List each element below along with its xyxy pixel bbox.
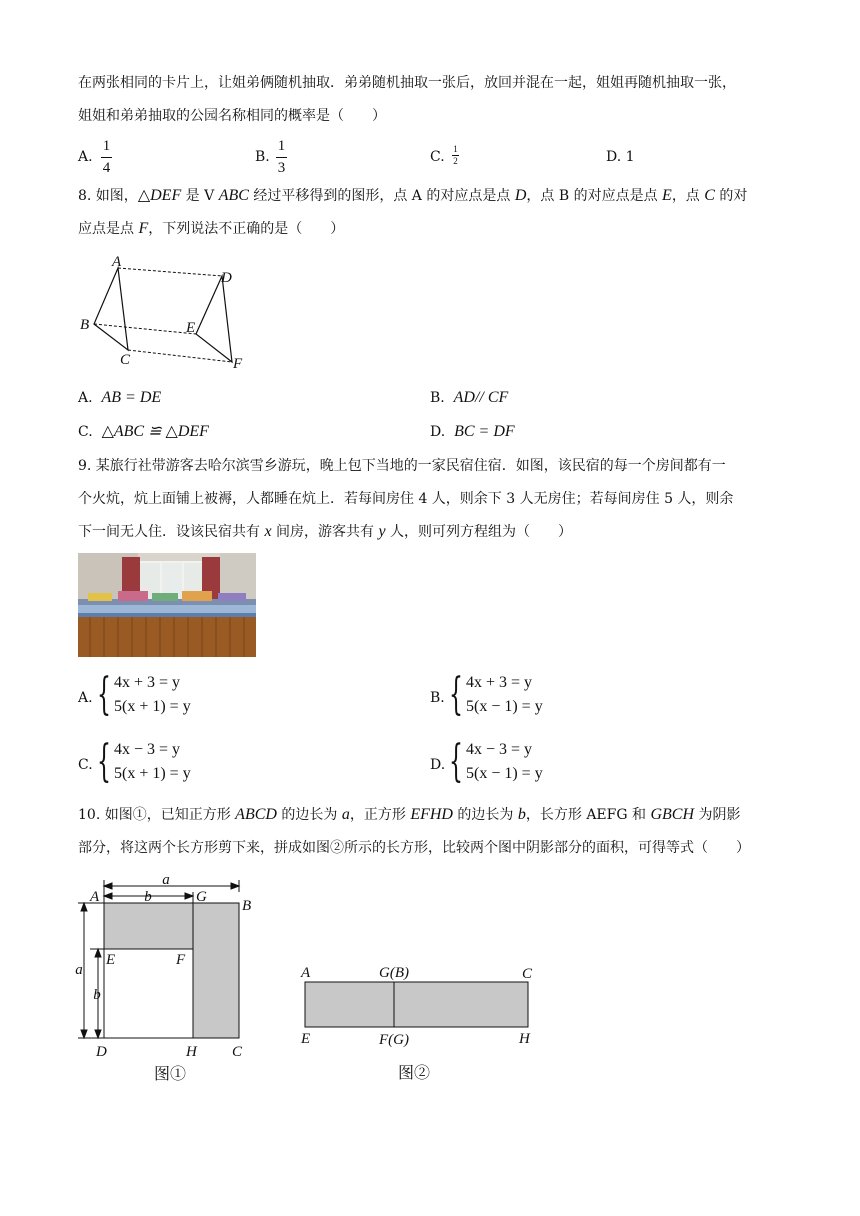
label-e: E <box>186 320 196 336</box>
q9-option-c-system: { 4x − 3 = y 5(x + 1) = y <box>97 736 191 787</box>
fig2-label-c: C <box>522 966 533 982</box>
fig2-label-a: A <box>301 965 311 981</box>
shaded-rect-gbch <box>193 903 239 1038</box>
dashed-cf <box>128 350 232 362</box>
minsu-room-photo <box>78 553 256 657</box>
fig1-label-a: A <box>90 889 100 905</box>
fig1-label-g: G <box>196 889 207 905</box>
q7-option-a-fraction: 1 4 <box>102 138 111 176</box>
q8-text-line1: 8. 如图，△DEF 是 V ABC 经过平移得到的图形，点 A 的对应点是点 D，点 B 的对应点是点 E，点 C 的对 <box>78 187 748 204</box>
dim-b-top: b <box>144 889 152 905</box>
q9-option-b-system: { 4x + 3 = y 5(x − 1) = y <box>449 669 543 720</box>
fig1-label-c: C <box>232 1044 243 1060</box>
combined-rectangle <box>305 982 528 1027</box>
q9-option-a-system: { 4x + 3 = y 5(x + 1) = y <box>97 669 191 720</box>
q9-option-a-label: A. <box>78 690 93 706</box>
q9-option-b-label: B. <box>430 690 445 706</box>
q9-option-d-label: D. <box>430 757 446 773</box>
label-a: A <box>112 254 122 270</box>
dim-a-left: a <box>75 962 83 978</box>
q10-text-line1: 10. 如图①，已知正方形 ABCD 的边长为 a，正方形 EFHD 的边长为 b，长方形 AEFG 和 GBCH 为阴影 <box>78 806 741 823</box>
q8-text-line2: 应点是点 F，下列说法不正确的是（ ） <box>78 220 345 237</box>
label-c: C <box>120 352 131 368</box>
triangle-abc <box>94 268 128 350</box>
dashed-be <box>94 324 196 334</box>
q7-text-line1: 在两张相同的卡片上，让姐弟俩随机抽取．弟弟随机抽取一张后，放回并混在一起，姐姐再随机抽取一张， <box>78 75 736 91</box>
q7-text-line2: 姐姐和弟弟抽取的公园名称相同的概率是（ ） <box>78 108 386 124</box>
fig2-label-h: H <box>519 1031 530 1047</box>
q9-text-line2: 个火炕，炕上面铺上被褥，人都睡在炕上．若每间房住 4 人，则余下 3 人无房住；若每间房住 5 人，则余 <box>78 491 734 507</box>
fig2-caption: 图② <box>397 1065 431 1082</box>
q9-text-line3: 下一间无人住．设该民宿共有 x 间房，游客共有 y 人，则可列方程组为（ ） <box>78 523 573 540</box>
q8-option-b: B. AD// CF <box>430 389 509 406</box>
q8-option-a: A. AB = DE <box>78 389 162 406</box>
q7-option-d: D. 1 <box>606 149 635 165</box>
q7-option-a-label: A. <box>78 149 93 165</box>
q8-option-d: D. BC = DF <box>430 423 515 440</box>
dim-b-left: b <box>93 987 101 1003</box>
q7-option-b-fraction: 1 3 <box>277 138 286 176</box>
dim-a-top: a <box>162 872 170 888</box>
fig1-label-f: F <box>176 952 186 968</box>
q7-option-c-label: C. <box>430 149 445 165</box>
fig1-label-h: H <box>186 1044 197 1060</box>
label-b: B <box>80 317 90 333</box>
q8-translation-figure <box>76 252 256 374</box>
dashed-ad <box>118 268 222 276</box>
fig1-label-d: D <box>96 1044 107 1060</box>
shaded-rect-aefg <box>104 903 193 949</box>
fig2-label-gb: G(B) <box>379 965 409 981</box>
q10-figure-2 <box>296 958 546 1088</box>
fig1-label-b: B <box>242 898 252 914</box>
q9-text-line1: 9. 某旅行社带游客去哈尔滨雪乡游玩，晚上包下当地的一家民宿住宿．如图，该民宿的每一个房间都有一 <box>78 458 726 474</box>
fig1-label-e: E <box>106 952 116 968</box>
fig1-caption: 图① <box>153 1066 187 1083</box>
fig2-label-fg: F(G) <box>379 1032 409 1048</box>
q8-option-c: C. △ABC ≌ △DEF <box>78 423 209 440</box>
label-f: F <box>233 356 243 372</box>
triangle-def <box>196 276 232 362</box>
label-d: D <box>221 270 232 286</box>
q10-text-line2: 部分，将这两个长方形剪下来，拼成如图②所示的长方形，比较两个图中阴影部分的面积，可得等式（ ） <box>78 840 750 856</box>
q9-option-c-label: C. <box>78 757 93 773</box>
q7-option-c-fraction: 1 2 <box>453 144 458 166</box>
q7-option-b-label: B. <box>255 149 270 165</box>
q9-option-d-system: { 4x − 3 = y 5(x − 1) = y <box>449 736 543 787</box>
fig2-label-e: E <box>301 1031 311 1047</box>
q10-figure-1 <box>70 872 270 1088</box>
